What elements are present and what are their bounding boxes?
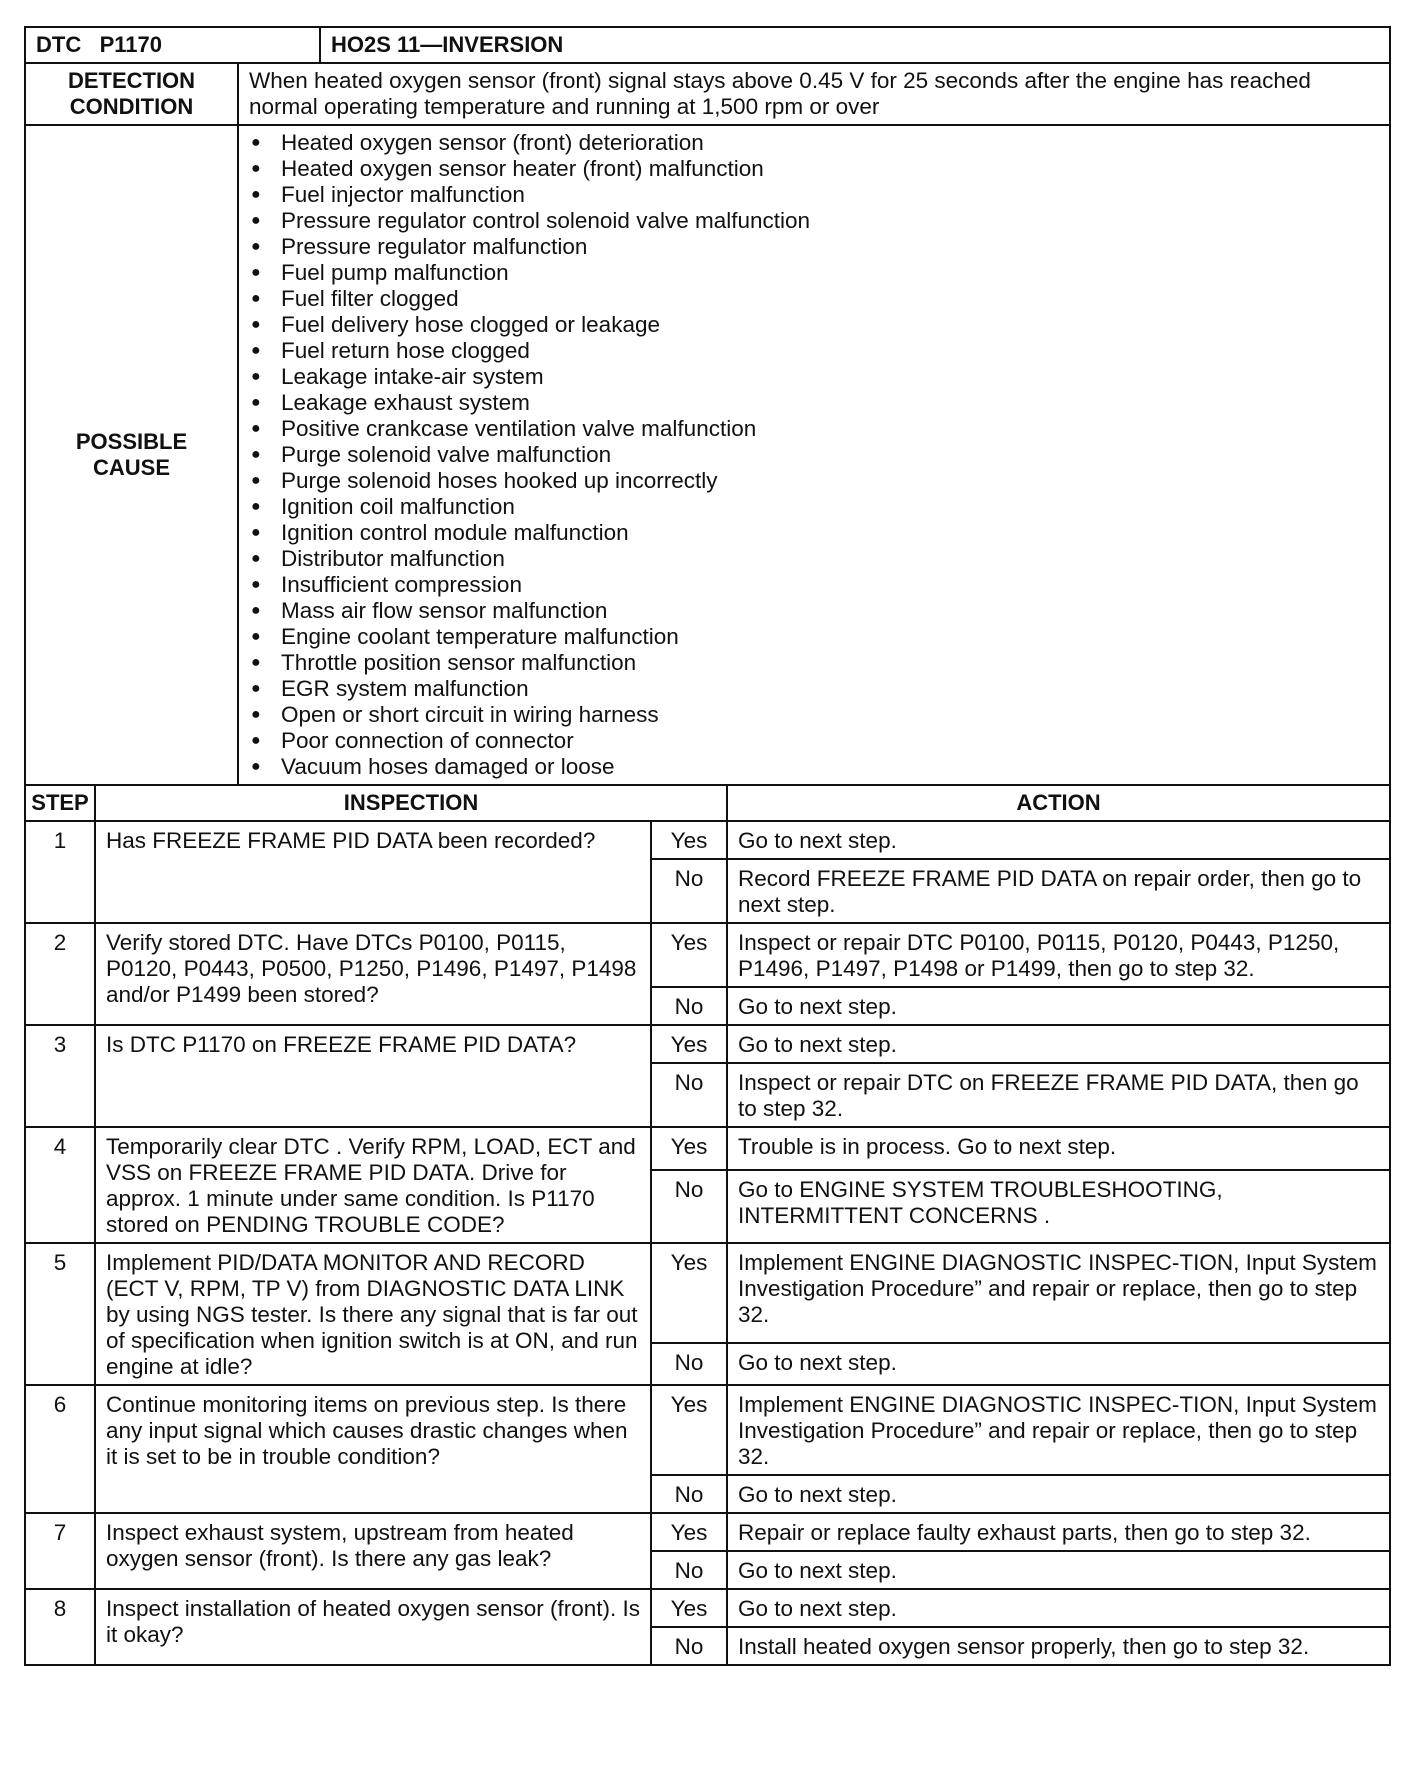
cause-item (247, 338, 1379, 364)
step-row (25, 1513, 1390, 1551)
cause-text: Purge solenoid hoses hooked up incorrectly (281, 468, 718, 493)
step-row (25, 1589, 1390, 1627)
yes-action: Go to next step. (727, 1589, 1390, 1627)
cause-text: Vacuum hoses damaged or loose (281, 754, 615, 779)
yes-label: Yes (651, 821, 727, 859)
cause-text: Heated oxygen sensor (front) deterioration (281, 130, 704, 155)
bullet-icon: ● (251, 316, 261, 333)
bullet-icon: ● (251, 186, 261, 203)
yes-label: Yes (651, 1589, 727, 1627)
yes-label: Yes (651, 923, 727, 987)
bullet-icon: ● (251, 342, 261, 359)
cause-text: Insufficient compression (281, 572, 522, 597)
no-action: Install heated oxygen sensor properly, then go to step 32. (727, 1627, 1390, 1665)
cause-item (247, 156, 1379, 182)
cause-item (247, 286, 1379, 312)
bullet-icon: ● (251, 550, 261, 567)
cause-text: Pressure regulator malfunction (281, 234, 588, 259)
cause-text: Throttle position sensor malfunction (281, 650, 637, 675)
step-col-header: STEP (25, 785, 95, 821)
cause-text: Leakage intake-air system (281, 364, 544, 389)
no-action: Go to next step. (727, 1551, 1390, 1589)
step-number: 5 (25, 1243, 95, 1385)
cause-item (247, 546, 1379, 572)
yes-action: Go to next step. (727, 821, 1390, 859)
cause-text: Fuel injector malfunction (281, 182, 525, 207)
step-number: 8 (25, 1589, 95, 1665)
cause-text: EGR system malfunction (281, 676, 529, 701)
cause-item (247, 390, 1379, 416)
step-number: 6 (25, 1385, 95, 1513)
yes-action: Implement ENGINE DIAGNOSTIC INSPEC-TION, Input System Investigation Procedure” and repair or replace, then go to step 32. (727, 1243, 1390, 1343)
bullet-icon: ● (251, 680, 261, 697)
step-row (25, 1385, 1390, 1475)
yes-label: Yes (651, 1385, 727, 1475)
no-label: No (651, 1343, 727, 1385)
inspection-text: Is DTC P1170 on FREEZE FRAME PID DATA? (95, 1025, 651, 1127)
no-action: Go to ENGINE SYSTEM TROUBLESHOOTING, INTERMITTENT CONCERNS . (727, 1170, 1390, 1243)
cause-item (247, 260, 1379, 286)
inspection-text: Temporarily clear DTC . Verify RPM, LOAD, ECT and VSS on FREEZE FRAME PID DATA. Drive for approx. 1 minute under same condition. Is P1170 stored on PENDING TROUBLE CODE? (95, 1127, 651, 1243)
inspection-text: Inspect installation of heated oxygen sensor (front). Is it okay? (95, 1589, 651, 1665)
cause-item (247, 130, 1379, 156)
cause-text: Leakage exhaust system (281, 390, 530, 415)
bullet-icon: ● (251, 420, 261, 437)
yes-action: Inspect or repair DTC P0100, P0115, P0120, P0443, P1250, P1496, P1497, P1498 or P1499, then go to step 32. (727, 923, 1390, 987)
cause-text: Fuel filter clogged (281, 286, 459, 311)
no-action: Inspect or repair DTC on FREEZE FRAME PID DATA, then go to step 32. (727, 1063, 1390, 1127)
step-number: 4 (25, 1127, 95, 1243)
dtc-info-table (24, 26, 1391, 786)
dtc-sheet (24, 26, 1391, 1666)
possible-cause-list (238, 125, 1390, 785)
yes-action: Implement ENGINE DIAGNOSTIC INSPEC-TION, Input System Investigation Procedure” and repair or replace, then go to step 32. (727, 1385, 1390, 1475)
yes-label: Yes (651, 1025, 727, 1063)
dtc-label: DTC (36, 32, 82, 57)
steps-table (24, 784, 1391, 1666)
bullet-icon: ● (251, 290, 261, 307)
no-label: No (651, 1475, 727, 1513)
bullet-icon: ● (251, 238, 261, 255)
cause-item (247, 364, 1379, 390)
cause-text: Ignition control module malfunction (281, 520, 629, 545)
cause-item (247, 234, 1379, 260)
bullet-icon: ● (251, 160, 261, 177)
detection-label: DETECTION CONDITION (25, 63, 238, 125)
yes-action: Trouble is in process. Go to next step. (727, 1127, 1390, 1170)
yes-label: Yes (651, 1243, 727, 1343)
cause-item (247, 572, 1379, 598)
inspection-text: Continue monitoring items on previous step. Is there any input signal which causes drastic changes when it is set to be in trouble condition? (95, 1385, 651, 1513)
step-number: 2 (25, 923, 95, 1025)
yes-action: Go to next step. (727, 1025, 1390, 1063)
bullet-icon: ● (251, 212, 261, 229)
cause-item (247, 728, 1379, 754)
dtc-header-row (25, 27, 1390, 63)
cause-item (247, 598, 1379, 624)
possible-cause-row (25, 125, 1390, 785)
inspection-col-header: INSPECTION (95, 785, 727, 821)
bullet-icon: ● (251, 498, 261, 515)
cause-item (247, 754, 1379, 780)
step-number: 7 (25, 1513, 95, 1589)
cause-item (247, 650, 1379, 676)
bullet-icon: ● (251, 134, 261, 151)
bullet-icon: ● (251, 524, 261, 541)
possible-cause-label: POSSIBLE CAUSE (25, 125, 238, 785)
steps-header-row (25, 785, 1390, 821)
dtc-title: HO2S 11—INVERSION (320, 27, 1390, 63)
detection-text: When heated oxygen sensor (front) signal stays above 0.45 V for 25 seconds after the engine has reached normal operating temperature and running at 1,500 rpm or over (238, 63, 1390, 125)
dtc-code-cell (25, 27, 320, 63)
bullet-icon: ● (251, 628, 261, 645)
inspection-text: Has FREEZE FRAME PID DATA been recorded? (95, 821, 651, 923)
inspection-text: Implement PID/DATA MONITOR AND RECORD (ECT V, RPM, TP V) from DIAGNOSTIC DATA LINK by using NGS tester. Is there any signal that is far out of specification when ignition switch is at ON, and run engine at idle? (95, 1243, 651, 1385)
bullet-icon: ● (251, 758, 261, 775)
cause-item (247, 312, 1379, 338)
no-label: No (651, 859, 727, 923)
no-label: No (651, 1551, 727, 1589)
cause-item (247, 182, 1379, 208)
cause-item (247, 442, 1379, 468)
no-action: Go to next step. (727, 987, 1390, 1025)
cause-item (247, 416, 1379, 442)
cause-text: Fuel pump malfunction (281, 260, 509, 285)
cause-text: Engine coolant temperature malfunction (281, 624, 679, 649)
yes-label: Yes (651, 1127, 727, 1170)
cause-text: Purge solenoid valve malfunction (281, 442, 612, 467)
step-number: 1 (25, 821, 95, 923)
action-col-header: ACTION (727, 785, 1390, 821)
cause-text: Fuel delivery hose clogged or leakage (281, 312, 660, 337)
detection-row (25, 63, 1390, 125)
cause-item (247, 208, 1379, 234)
no-label: No (651, 1170, 727, 1243)
bullet-icon: ● (251, 264, 261, 281)
cause-text: Fuel return hose clogged (281, 338, 530, 363)
no-label: No (651, 1063, 727, 1127)
bullet-icon: ● (251, 602, 261, 619)
yes-label: Yes (651, 1513, 727, 1551)
cause-text: Pressure regulator control solenoid valve malfunction (281, 208, 811, 233)
bullet-icon: ● (251, 576, 261, 593)
no-action: Go to next step. (727, 1343, 1390, 1385)
cause-item (247, 520, 1379, 546)
cause-item (247, 624, 1379, 650)
step-number: 3 (25, 1025, 95, 1127)
inspection-text: Verify stored DTC. Have DTCs P0100, P0115, P0120, P0443, P0500, P1250, P1496, P1497, P1498 and/or P1499 been stored? (95, 923, 651, 1025)
bullet-icon: ● (251, 368, 261, 385)
bullet-icon: ● (251, 394, 261, 411)
cause-text: Ignition coil malfunction (281, 494, 515, 519)
bullet-icon: ● (251, 472, 261, 489)
step-row (25, 923, 1390, 987)
cause-text: Positive crankcase ventilation valve malfunction (281, 416, 757, 441)
step-row (25, 821, 1390, 859)
no-action: Go to next step. (727, 1475, 1390, 1513)
cause-text: Open or short circuit in wiring harness (281, 702, 659, 727)
cause-text: Distributor malfunction (281, 546, 505, 571)
bullet-icon: ● (251, 706, 261, 723)
step-row (25, 1243, 1390, 1343)
step-row (25, 1127, 1390, 1170)
step-row (25, 1025, 1390, 1063)
inspection-text: Inspect exhaust system, upstream from heated oxygen sensor (front). Is there any gas leak? (95, 1513, 651, 1589)
no-label: No (651, 987, 727, 1025)
cause-item (247, 494, 1379, 520)
yes-action: Repair or replace faulty exhaust parts, then go to step 32. (727, 1513, 1390, 1551)
no-label: No (651, 1627, 727, 1665)
bullet-icon: ● (251, 654, 261, 671)
dtc-code: P1170 (99, 32, 162, 57)
cause-item (247, 676, 1379, 702)
cause-item (247, 468, 1379, 494)
bullet-icon: ● (251, 732, 261, 749)
cause-text: Heated oxygen sensor heater (front) malfunction (281, 156, 764, 181)
cause-item (247, 702, 1379, 728)
cause-text: Mass air flow sensor malfunction (281, 598, 608, 623)
cause-text: Poor connection of connector (281, 728, 574, 753)
bullet-icon: ● (251, 446, 261, 463)
no-action: Record FREEZE FRAME PID DATA on repair order, then go to next step. (727, 859, 1390, 923)
